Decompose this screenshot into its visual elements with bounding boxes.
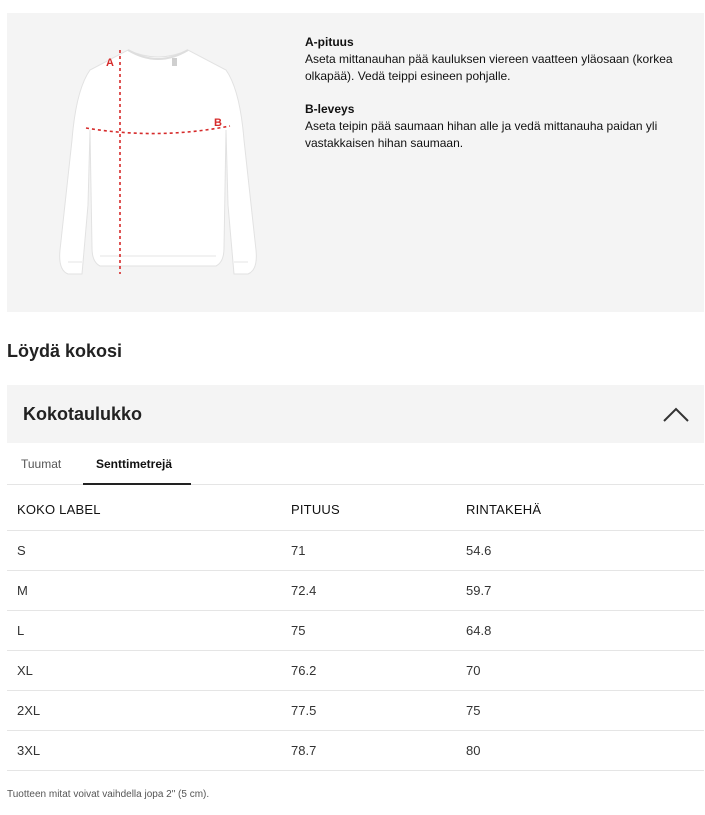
accordion-title: Kokotaulukko	[23, 404, 143, 424]
cell-length: 76.2	[291, 650, 466, 690]
cell-size: S	[7, 530, 291, 570]
cell-length: 75	[291, 610, 466, 650]
instruction-body: Aseta mittanauhan pää kauluksen viereen vaatteen yläosaan (korkea olkapää). Vedä teippi esineen pohjalle.	[305, 52, 673, 83]
cell-length: 72.4	[291, 570, 466, 610]
measure-label-b: B	[214, 117, 222, 129]
instruction-width	[305, 101, 695, 152]
cell-chest: 70	[466, 650, 704, 690]
instruction-length	[305, 34, 695, 85]
tab-inches[interactable]: Tuumat	[21, 457, 62, 471]
measure-label-a: A	[106, 57, 114, 69]
cell-chest: 59.7	[466, 570, 704, 610]
sweater-measurement-image	[48, 30, 268, 284]
table-row	[7, 610, 704, 650]
cell-length: 78.7	[291, 730, 466, 770]
table-row	[7, 690, 704, 730]
cell-length: 71	[291, 530, 466, 570]
instruction-body: Aseta teipin pää saumaan hihan alle ja vedä mittanauha paidan yli vastakkaisen hihan saumaan.	[305, 119, 658, 150]
size-chart-accordion[interactable]	[7, 385, 704, 443]
column-header-chest: RINTAKEHÄ	[466, 490, 704, 530]
measurement-instructions	[305, 34, 695, 168]
table-header-row	[7, 490, 704, 530]
cell-size: 2XL	[7, 690, 291, 730]
table-row	[7, 530, 704, 570]
cell-chest: 75	[466, 690, 704, 730]
unit-tabs	[7, 444, 704, 485]
column-header-size: KOKO LABEL	[7, 490, 291, 530]
instruction-title: B-leveys	[305, 102, 355, 116]
instruction-title: A-pituus	[305, 35, 354, 49]
cell-length: 77.5	[291, 690, 466, 730]
cell-size: L	[7, 610, 291, 650]
cell-size: M	[7, 570, 291, 610]
cell-size: XL	[7, 650, 291, 690]
table-row	[7, 730, 704, 770]
find-size-heading: Löydä kokosi	[7, 341, 123, 361]
cell-size: 3XL	[7, 730, 291, 770]
cell-chest: 54.6	[466, 530, 704, 570]
column-header-length: PITUUS	[291, 490, 466, 530]
chevron-up-icon[interactable]	[662, 405, 690, 423]
size-disclaimer: Tuotteen mitat voivat vaihdella jopa 2" (5 cm).	[7, 789, 210, 800]
tab-centimeters[interactable]: Senttimetrejä	[96, 457, 173, 471]
cell-chest: 80	[466, 730, 704, 770]
table-row	[7, 570, 704, 610]
table-row	[7, 650, 704, 690]
size-table	[7, 490, 704, 771]
active-tab-indicator	[83, 483, 191, 485]
cell-chest: 64.8	[466, 610, 704, 650]
